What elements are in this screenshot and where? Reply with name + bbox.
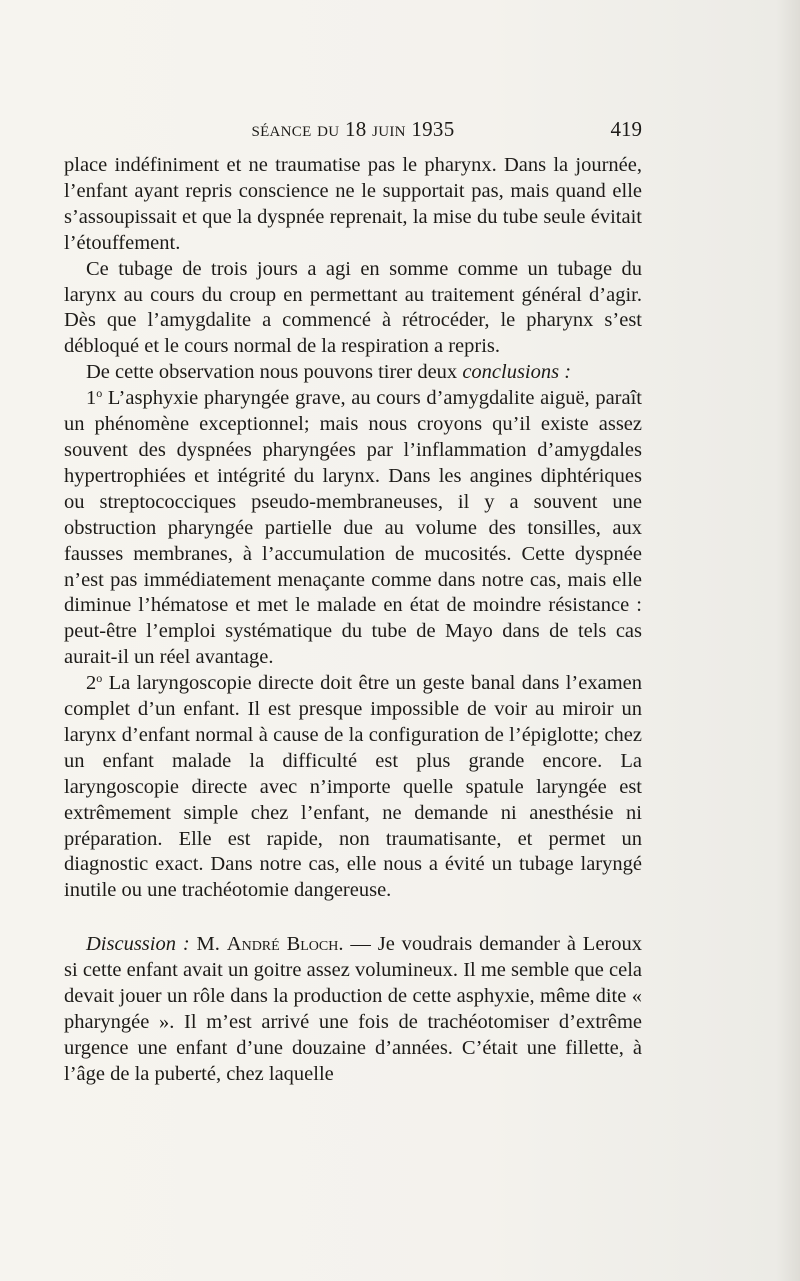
discussion-label: Discussion :	[86, 933, 190, 956]
page-number: 419	[610, 117, 642, 141]
conclusion-2-text: La laryngoscopie directe doit être un geste banal dans l’examen complet d’un enfant. Il est presque impossible de voir au miroir un larynx d’enfant normal à cause de la configuration de l’épiglotte; chez un enfant malade la difficulté est plus grande encore. La laryngoscopie directe avec n’importe quelle spatule laryngée est extrêmement simple chez l’enfant, ne demande ni anesthésie ni préparation. Elle est rapide, non traumatisante, et permet un diagnostic exact. Dans notre cas, elle nous a évité un tubage laryngé inutile ou une trachéotomie dangereuse.	[64, 672, 642, 902]
paragraph-continuation: place indéfiniment et ne traumatise pas le pharynx. Dans la journée, l’enfant ayant repris conscience ne le supportait pas, mais quand elle s’assoupissait et que la dyspnée reprenait, la mise du tube seule évitait l’étouffement.	[64, 154, 642, 254]
page-header	[64, 114, 642, 144]
conclusion-1-text: L’asphyxie pharyngée grave, au cours d’amygdalite aiguë, paraît un phénomène exceptionnel; mais nous croyons qu’il existe assez souvent des dyspnées pharyngées par l’inflammation d’amygdales hypertrophiées et intégrité du larynx. Dans les angines diphtériques ou streptococciques pseudo-membraneuses, il y a souvent une obstruction pharyngée partielle due au volume des tonsilles, aux fausses membranes, à l’accumulation de mucosités. Cette dyspnée n’est pas immédiatement menaçante comme dans notre cas, mais elle diminue l’hématose et met le malade en état de moindre résistance : peut-être l’emploi systématique du tube de Mayo dans de tels cas aurait-il un réel avantage.	[64, 387, 642, 669]
conclusion-1-number: 1	[86, 387, 97, 410]
conclusions-intro-text: De cette observation nous pouvons tirer deux	[86, 361, 458, 384]
conclusions-label: conclusions :	[462, 361, 572, 384]
discussion-speaker-prefix: M.	[189, 933, 227, 956]
conclusion-1-ordinal: o	[96, 386, 103, 401]
discussion-speaker-name: André Bloch	[226, 933, 339, 956]
paragraph-conclusion-1	[64, 386, 642, 671]
conclusion-2-ordinal: o	[96, 671, 103, 686]
paragraph-conclusions-intro	[64, 360, 642, 386]
paragraph-tubage: Ce tubage de trois jours a agi en somme comme un tubage du larynx au cours du croup en permettant au traitement général d’agir. Dès que l’amygdalite a commencé à rétrocéder, le pharynx s’est débloqué et le cours normal de la respiration a repris.	[64, 257, 642, 358]
running-title: séance du 18 juin 1935	[251, 117, 455, 141]
conclusion-2-number: 2	[86, 672, 97, 695]
page-body	[64, 153, 642, 1088]
discussion-text: . — Je voudrais demander à Leroux si cette enfant avait un goitre assez volumineux. Il me semble que cela devait jouer un rôle dans la production de cette asphyxie, même dite « pharyngée ». Il m’est arrivé une fois de trachéotomiser d’extrême urgence une enfant d’une douzaine d’années. C’était une fillette, à l’âge de la puberté, chez laquelle	[64, 933, 642, 1085]
paragraph-discussion	[64, 932, 642, 1087]
paragraph-conclusion-2	[64, 671, 642, 904]
